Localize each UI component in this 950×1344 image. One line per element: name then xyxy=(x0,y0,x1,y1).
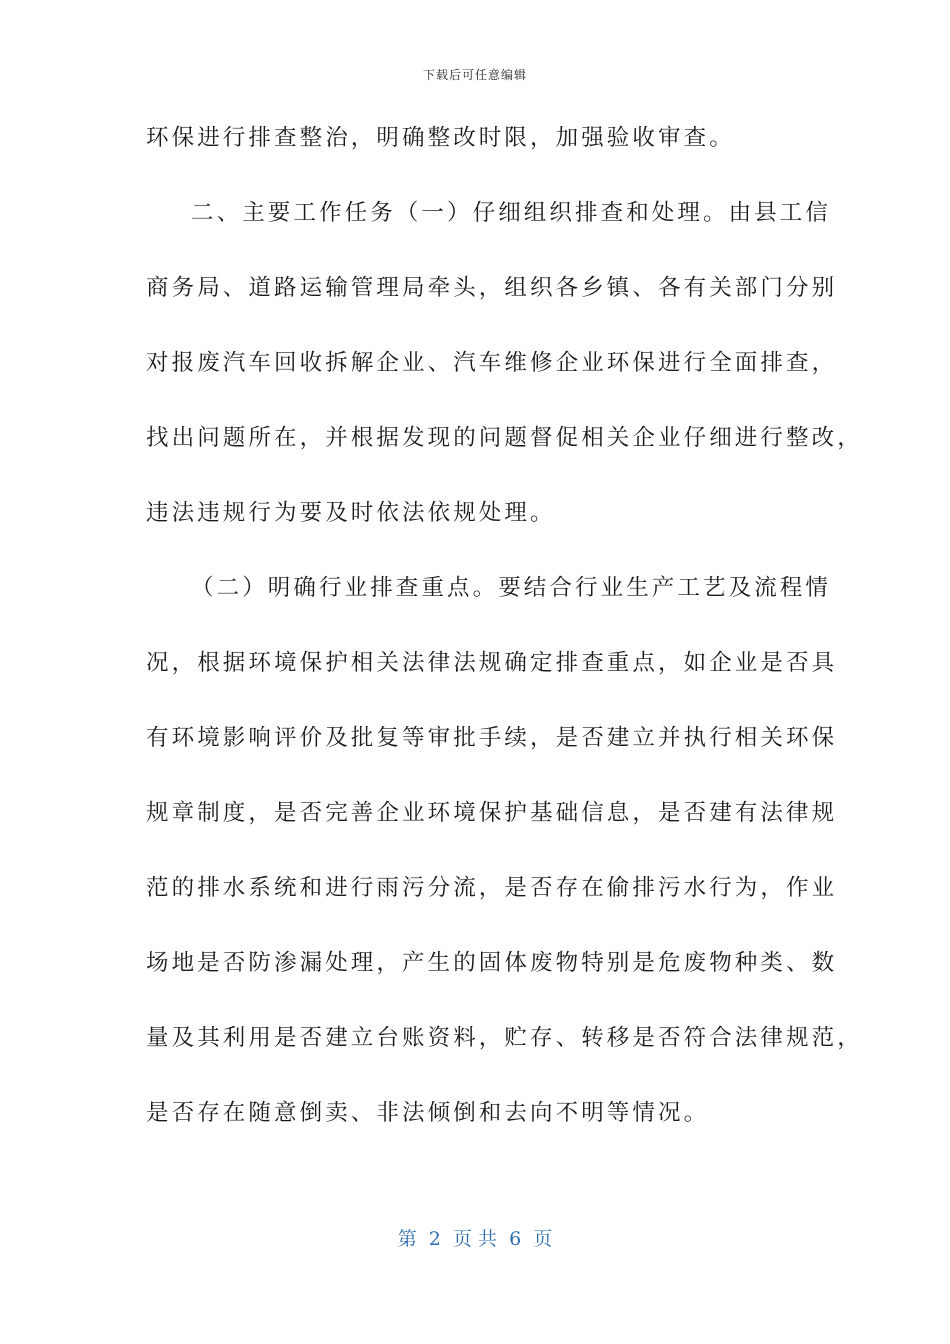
paragraph-line: 对报废汽车回收拆解企业、汽车维修企业环保进行全面排查， xyxy=(146,350,838,376)
paragraph-line: 规章制度，是否完善企业环境保护基础信息，是否建有法律规 xyxy=(146,800,838,826)
paragraph-line: 量及其利用是否建立台账资料，贮存、转移是否符合法律规范， xyxy=(146,1025,863,1051)
paragraph-line: 况，根据环境保护相关法律法规确定排查重点，如企业是否具 xyxy=(146,650,838,676)
paragraph-line: 违法违规行为要及时依法依规处理。 xyxy=(146,500,556,526)
paragraph-line: 范的排水系统和进行雨污分流，是否存在偷排污水行为，作业 xyxy=(146,875,838,901)
paragraph-line: 场地是否防渗漏处理，产生的固体废物特别是危废物种类、数 xyxy=(146,950,838,976)
paragraph-line: 商务局、道路运输管理局牵头，组织各乡镇、各有关部门分别 xyxy=(146,275,838,301)
paragraph-line: 是否存在随意倒卖、非法倾倒和去向不明等情况。 xyxy=(146,1100,710,1126)
paragraph-line: 有环境影响评价及批复等审批手续，是否建立并执行相关环保 xyxy=(146,725,838,751)
paragraph-line: （二）明确行业排查重点。要结合行业生产工艺及流程情 xyxy=(191,575,832,601)
page-header: 下载后可任意编辑 xyxy=(422,68,527,82)
page-number-footer: 第 2 页 共 6 页 xyxy=(397,1228,553,1250)
paragraph-line: 二、主要工作任务（一）仔细组织排查和处理。由县工信 xyxy=(191,200,832,226)
paragraph-line: 环保进行排查整治，明确整改时限，加强验收审查。 xyxy=(146,125,735,151)
paragraph-line: 找出问题所在，并根据发现的问题督促相关企业仔细进行整改， xyxy=(146,425,863,451)
